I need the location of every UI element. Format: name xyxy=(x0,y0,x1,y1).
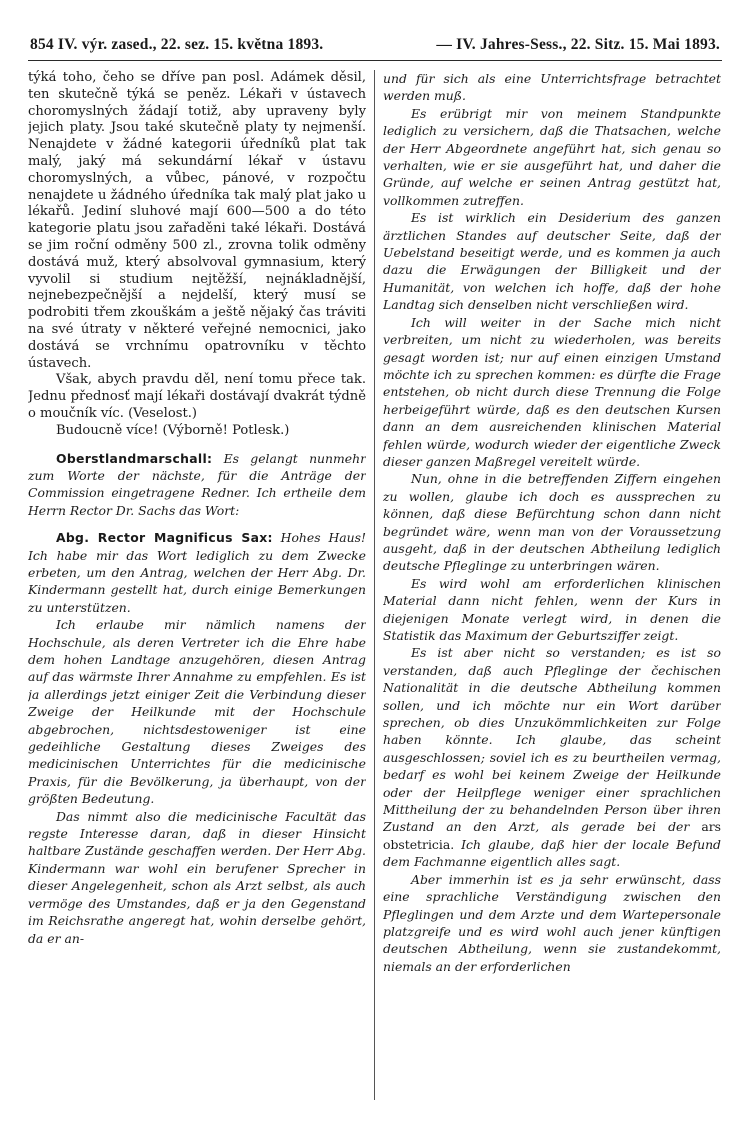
header-rule xyxy=(28,60,722,61)
page-header xyxy=(30,36,720,58)
right-paragraph-5: Nun, ohne in die betreffenden Ziffern eingehen zu wollen, glaube ich doch es aussprechen zu können, daß diese Befürchtung schon dann nicht begründet wäre, wenn man von der Voraussetzung ausgeht, daß in der deutschen Abtheilung lediglich deutsche Pfleglinge zu unterbringen wären. xyxy=(383,471,721,574)
speech-text: Hohes Haus! Ich habe mir das Wort lediglich zu dem Zwecke erbeten, um den Antrag, welchen der Herr Abg. Dr. Kindermann gestellt hat, durch einige Bemerkungen zu unterstützen. xyxy=(28,530,366,615)
right-paragraph-2: Es erübrigt mir von meinem Standpunkte lediglich zu versichern, daß die Thatsachen, welche der Herr Abgeordnete angeführt hat, sich genau so verhalten, wie er sie ausgeführt hat, und daher die Gründe, auf welche er seinen Antrag gestützt hat, vollkommen zutreffen. xyxy=(383,105,721,208)
left-paragraph-2: Však, abych pravdu děl, není tomu přece tak. Jednu přednosť mají lékaři dostávají dvakrát týdně o moučník víc. (Veselost.) xyxy=(28,372,366,421)
left-paragraph-4 xyxy=(28,450,366,520)
header-left: 854 IV. výr. zased., 22. sez. 15. května 1893. xyxy=(30,36,324,53)
latin-term: ars obstetricia. xyxy=(383,819,721,852)
speaker-oberstlandmarschall: Oberstlandmarschall: xyxy=(56,450,213,466)
left-paragraph-7: Das nimmt also die medicinische Facultät das regste Interesse daran, daß in dieser Hinsicht haltbare Zustände geschaffen werden. Der Herr Abg. Kindermann war wohl ein berufener Sprecher in dieser Angelegenheit, schon als Arzt selbst, als auch vermöge des Umstandes, daß er ja den Gegenstand im Reichsrathe angeregt hat, wohin derselbe gehört, da er an- xyxy=(28,808,366,946)
text-run: Ich glaube, daß hier der locale Befund dem Fachmanne eigentlich alles sagt. xyxy=(383,836,721,870)
text-run: Es ist aber nicht so verstanden; es ist so verstanden, daß auch Pfleglinge der čechischen Nationalität in die deutsche Abtheilung kommen sollen, und ich möchte nur ein Wort darüber sprechen, ob dies Unzukömmlichkeiten zur Folge haben könnte. Ich glaube, das scheint ausgeschlossen; soviel ich es zu beurtheilen vermag, bedarf es wohl bei keinem Zweige der Heilkunde oder der Heilpflege weniger einer sprachlichen Mittheilung der zu behandelnden Person über ihren Zustand an den Arzt, als gerade bei der xyxy=(383,645,721,835)
left-paragraph-1: týká toho, čeho se dříve pan posl. Adámek děsil, ten skutečně týká se peněz. Lékaři v ústavech choromyslných žádají totiž, aby upraveny byly jejich platy. Jsou také skutečně platy ty nejmenší. Nenajdete v žádné kategorii úředníků plat tak malý, jaký má sekundární lékař v ústavu choromyslných, a vůbec, pánové, v rozpočtu nenajdete u žádného úředníka tak malý plat jako u lékařů. Jediní sluhové mají 600—500 a do této kategorie platu jsou zařaděni také lékaři. Dostává se jim roční odměny 500 zl., zrovna tolik odměny dostává muž, který absolvoval gymnasium, který vyvolil si studium nejtěžší, nejnákladnější, nejnebezpečnější a nejdelší, který musí se podrobiti třem zkouškám a ještě nějaký čas tráviti na své útraty v některé veřejné nemocnici, jako dostává se vrchnímu opatrovníku v těchto ústavech. xyxy=(28,70,366,371)
left-column xyxy=(28,70,366,1120)
left-paragraph-3: Budoucně více! (Výborně! Potlesk.) xyxy=(56,422,290,438)
header-right: — IV. Jahres-Sess., 22. Sitz. 15. Mai 1893. xyxy=(436,36,720,53)
right-paragraph-1: und für sich als eine Unterrichtsfrage betrachtet werden muß. xyxy=(383,71,721,104)
left-paragraph-6: Ich erlaube mir nämlich namens der Hochschule, als deren Vertreter ich die Ehre habe dem hohen Landtage anzugehören, diesen Antrag auf das wärmste Ihrer Annahme zu empfehlen. Es ist ja allerdings jetzt einiger Zeit die Verbindung dieser Zweige der Heilkunde mit der Hochschule abgebrochen, nichtsdestoweniger ist eine gedeihliche Gestaltung dieses Zweiges des medicinischen Unterrichtes für die medicinische Praxis, für die Bevölkerung, ja überhaupt, von der größten Bedeutung. xyxy=(28,617,366,807)
speaker-sax: Abg. Rector Magnificus Sax: xyxy=(56,530,273,546)
column-divider xyxy=(374,70,375,1100)
speech-text: Es gelangt nunmehr zum Worte der nächste, für die Anträge der Commission eingetragene Redner. Ich ertheile dem Herrn Rector Dr. Sachs das Wort: xyxy=(28,450,366,518)
left-paragraph-5 xyxy=(28,529,366,616)
right-column xyxy=(383,70,721,1120)
right-paragraph-7 xyxy=(383,644,721,870)
right-paragraph-8: Aber immerhin ist es ja sehr erwünscht, dass eine sprachliche Verständigung zwischen den Pfleglingen und dem Arzte und dem Wartepersonale platzgreife und es wird wohl auch jener künftigen deutschen Abtheilung, wenn sie zustandekommt, niemals an der erforderlichen xyxy=(383,871,721,974)
right-paragraph-4: Ich will weiter in der Sache mich nicht verbreiten, um nicht zu wiederholen, was bereits gesagt worden ist; nur auf einen einzigen Umstand möchte ich zu sprechen kommen: es dürfte die Frage entstehen, ob nicht durch diese Trennung die Folge herbeigeführt würde, daß es den deutschen Kursen dann an dem ausreichenden klinischen Material fehlen würde, wodurch wieder der eigentliche Zweck dieser ganzen Maßregel vereitelt würde. xyxy=(383,314,721,469)
right-paragraph-3: Es ist wirklich ein Desiderium des ganzen ärztlichen Standes auf deutscher Seite, daß der Uebelstand beseitigt werde, und es kommen ja auch dazu die Erwägungen der Billigkeit und der Humanität, von welchen ich hoffe, daß der hohe Landtag sich denselben nicht verschließen wird. xyxy=(383,210,721,313)
right-paragraph-6: Es wird wohl am erforderlichen klinischen Material dann nicht fehlen, wenn der Kurs in diejenigen Monate verlegt wird, in denen die Statistik das Maximum der Geburtsziffer zeigt. xyxy=(383,575,721,643)
